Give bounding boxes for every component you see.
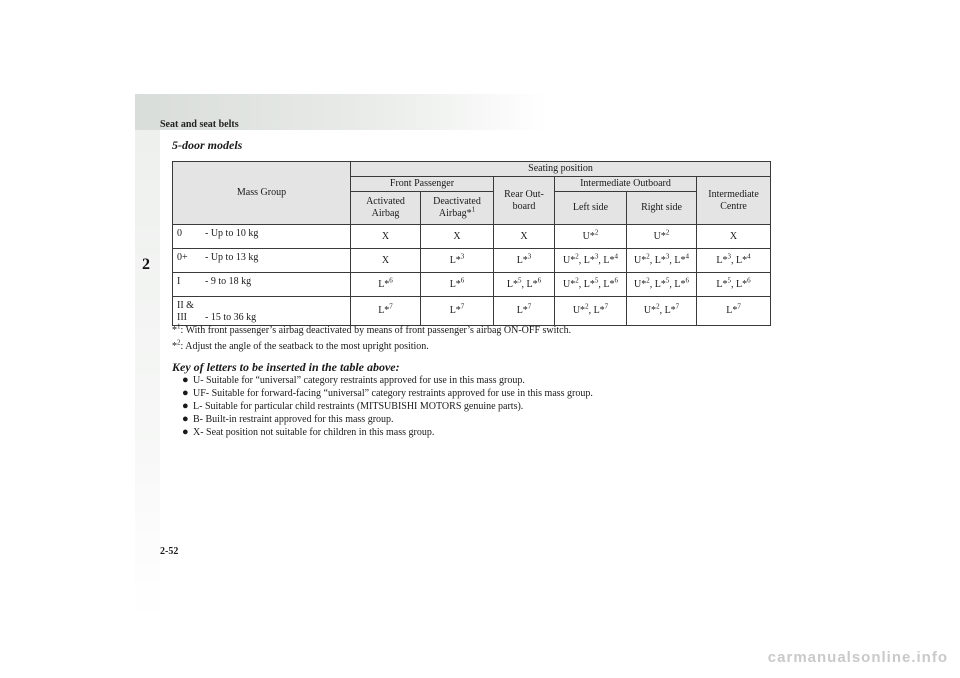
header-seating-position: Seating position [351,162,771,177]
key-item-uf: ● UF- Suitable for forward-facing “universal” category restraints approved for use in this mass group. [182,387,593,399]
key-list [182,374,593,439]
child-seat-table [172,161,771,326]
page-number: 2-52 [160,546,179,557]
seat-suitability-cell: L*$^3$ [421,249,494,273]
header-right-side: Right side [627,192,697,225]
section-title: 5-door models [172,138,243,152]
chapter-number: 2 [142,256,150,273]
seat-suitability-cell: X [697,225,771,249]
bullet-icon: ● [182,374,189,386]
table-row [173,297,771,326]
chapter-side-band [135,130,160,622]
seat-suitability-cell: L*$^7$ [697,297,771,326]
seat-suitability-cell: U*$^2$, L*$^5$, L*$^6$ [627,273,697,297]
key-title: Key of letters to be inserted in the table above: [172,360,400,374]
header-intermediate-centre: Intermediate Centre [697,177,771,225]
seat-suitability-cell: U*$^2$, L*$^3$, L*$^4$ [627,249,697,273]
key-item-u: ● U- Suitable for “universal” category restraints approved for use in this mass group. [182,374,525,386]
seat-suitability-cell: U*$^2$ [555,225,627,249]
table-row [173,249,771,273]
footnote-2: *$^2$: Adjust the angle of the seatback to the most upright position. [172,338,429,352]
seat-suitability-cell: L*$^3$, L*$^4$ [697,249,771,273]
seat-suitability-cell: U*$^2$, L*$^5$, L*$^6$ [555,273,627,297]
seat-suitability-cell: U*$^2$, L*$^7$ [555,297,627,326]
mass-group-cell: II & III - 15 to 36 kg [173,297,351,326]
header-deactivated-airbag: Deactivated Airbag*$^1$ [421,192,494,225]
bullet-icon: ● [182,400,189,412]
key-item-b: ● B- Built-in restraint approved for this mass group. [182,413,394,425]
seat-suitability-cell: L*$^7$ [494,297,555,326]
seat-suitability-cell: L*$^7$ [351,297,421,326]
bullet-icon: ● [182,413,189,425]
seat-suitability-cell: U*$^2$, L*$^7$ [627,297,697,326]
seat-suitability-cell: L*$^5$, L*$^6$ [697,273,771,297]
seat-suitability-cell: U*$^2$ [627,225,697,249]
seat-suitability-cell: X [494,225,555,249]
key-item-l: ● L- Suitable for particular child restraints (MITSUBISHI MOTORS genuine parts). [182,400,524,412]
seat-suitability-cell: L*$^7$ [421,297,494,326]
seat-suitability-cell: X [421,225,494,249]
seat-suitability-cell: U*$^2$, L*$^3$, L*$^4$ [555,249,627,273]
header-mass-group: Mass Group [173,162,351,225]
header-rear-outboard: Rear Out-board [494,177,555,225]
footnote-1: *$^1$: With front passenger’s airbag deactivated by means of front passenger’s airbag ON-OFF switch. [172,322,572,336]
header-activated-airbag: Activated Airbag [351,192,421,225]
seat-suitability-cell: L*$^5$, L*$^6$ [494,273,555,297]
bullet-icon: ● [182,426,189,438]
header-intermediate-outboard: Intermediate Outboard [555,177,697,192]
mass-group-cell: I - 9 to 18 kg [173,273,351,297]
seat-suitability-cell: L*$^6$ [351,273,421,297]
header-left-side: Left side [555,192,627,225]
running-header-title: Seat and seat belts [160,119,239,130]
watermark: carmanualsonline.info [767,649,948,666]
seat-suitability-cell: L*$^3$ [494,249,555,273]
table-body [173,225,771,326]
mass-group-cell: 0 - Up to 10 kg [173,225,351,249]
table-row [173,225,771,249]
mass-group-cell: 0+ - Up to 13 kg [173,249,351,273]
table-row [173,273,771,297]
key-item-x: ● X- Seat position not suitable for children in this mass group. [182,426,435,438]
seat-suitability-cell: X [351,249,421,273]
seat-suitability-cell: L*$^6$ [421,273,494,297]
bullet-icon: ● [182,387,189,399]
header-front-passenger: Front Passenger [351,177,494,192]
seat-suitability-cell: X [351,225,421,249]
